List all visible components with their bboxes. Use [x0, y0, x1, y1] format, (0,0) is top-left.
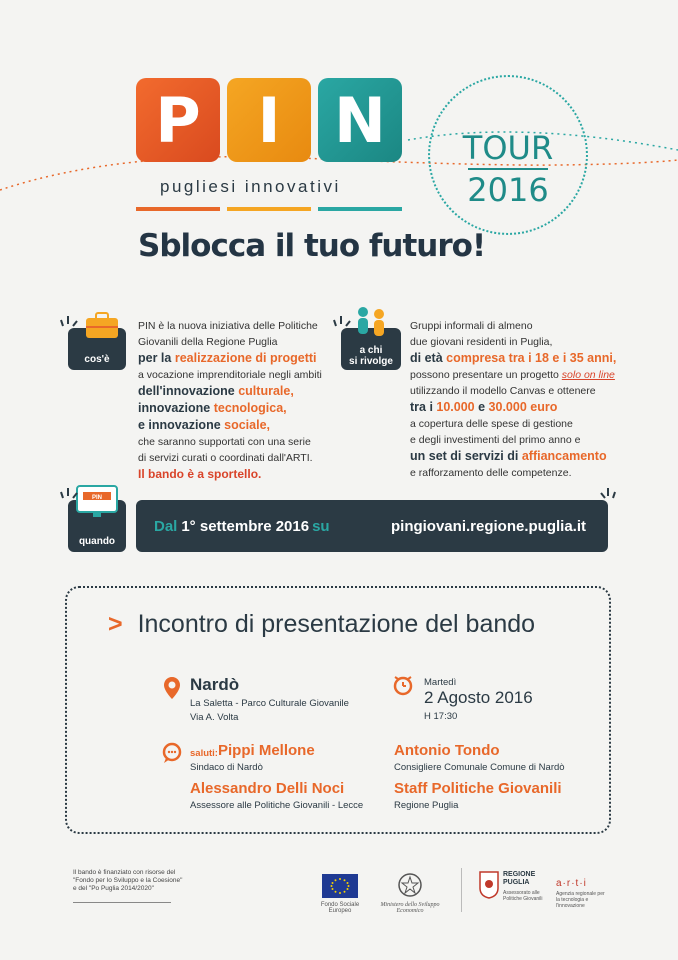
logo-bar-orange — [136, 207, 220, 211]
event-time: H 17:30 — [424, 711, 458, 722]
logo-tagline: pugliesi innovativi — [160, 177, 341, 196]
quando-icon-box — [68, 495, 126, 552]
tour-year: 2016 — [467, 171, 549, 209]
arti-caption: Agenzia regionale per la tecnologia e l'innovazione — [556, 891, 605, 909]
event-day: Martedì — [424, 677, 457, 688]
quando-url[interactable]: pingiovani.regione.puglia.it — [390, 517, 586, 535]
alarm-clock-icon — [392, 674, 414, 696]
spark-icon — [60, 484, 80, 500]
achi-l3: di età compresa tra i 18 e i 35 anni, — [410, 351, 617, 365]
achi-text — [410, 318, 640, 481]
tour-label — [428, 130, 588, 208]
eu-flag-logo — [322, 874, 358, 898]
achi-l10: e rafforzamento delle competenze. — [410, 467, 572, 479]
event-city: Nardò — [190, 675, 240, 694]
event-title-text: Incontro di presentazione del bando — [137, 610, 536, 638]
footer-logo-divider — [461, 868, 462, 912]
spark-icon — [598, 484, 618, 500]
speech-bubble-icon — [161, 742, 183, 764]
regione-name: REGIONE PUGLIA — [503, 871, 536, 886]
briefcase-icon — [82, 310, 122, 340]
logo-bar-amber — [227, 207, 311, 211]
headline: Sblocca il tuo futuro! — [138, 228, 486, 264]
spark-icon — [333, 312, 353, 328]
regione-puglia-crest-icon — [478, 870, 500, 900]
logo-tile-p: P — [136, 78, 220, 162]
people-icon — [353, 306, 393, 340]
speaker-name: Pippi Mellone — [218, 742, 315, 759]
svg-text:PIN: PIN — [91, 495, 103, 501]
logo-bar-teal — [318, 207, 402, 211]
event-title — [108, 610, 535, 639]
achi-l5: utilizzando il modello Canvas e ottenere — [410, 385, 596, 397]
eu-stars-icon — [322, 874, 358, 898]
cose-l6: innovazione tecnologica, — [138, 401, 287, 415]
cose-l3: per la realizzazione di progetti — [138, 351, 317, 365]
achi-l1: Gruppi informali di almeno — [410, 320, 533, 332]
arti-logo: a·r·t·i — [556, 878, 587, 889]
achi-label: a chi si rivolge — [349, 345, 393, 367]
cose-icon-box — [68, 328, 126, 370]
speaker-name: Alessandro Delli Noci — [190, 780, 345, 797]
cose-l9: di servizi curati o coordinati dall'ARTI. — [138, 452, 313, 464]
cose-l7: e innovazione sociale, — [138, 418, 271, 432]
event-date: 2 Agosto 2016 — [424, 688, 533, 707]
footer-divider — [73, 902, 171, 903]
cose-l10: Il bando è a sportello. — [138, 467, 262, 481]
achi-l6: tra i 10.000 e 30.000 euro — [410, 400, 558, 414]
cose-l2: Giovanili della Regione Puglia — [138, 336, 278, 348]
cose-l5: dell'innovazione culturale, — [138, 384, 294, 398]
achi-l4: possono presentare un progetto solo on line — [410, 369, 615, 381]
speaker-name: Antonio Tondo — [394, 742, 500, 759]
quando-label: quando — [78, 536, 116, 547]
speaker-role: Sindaco di Nardò — [190, 762, 263, 773]
speaker-name: Staff Politiche Giovanili — [394, 780, 562, 797]
footer-funding-note: Il bando è finanziato con risorse del "Fondo per lo Sviluppo e la Coesione" e del "Po Puglia 2014/2020" — [73, 869, 183, 892]
quando-su: su — [312, 517, 330, 535]
eu-caption: Fondo Sociale Europeo — [320, 902, 360, 914]
spark-icon — [60, 312, 80, 328]
logo-tile-i: I — [227, 78, 311, 162]
speaker-role: Assessore alle Politiche Giovanili - Lecce — [190, 800, 364, 811]
quando-bar — [136, 500, 608, 552]
cose-label: cos'è — [84, 354, 110, 365]
speaker-role: Regione Puglia — [394, 800, 459, 811]
location-pin-icon — [163, 676, 181, 700]
logo-tile-n: N — [318, 78, 402, 162]
event-street: Via A. Volta — [190, 712, 239, 723]
achi-l9: un set di servizi di affiancamento — [410, 449, 607, 463]
quando-date: 1° settembre 2016 — [181, 517, 310, 535]
cose-text — [138, 318, 338, 482]
monitor-icon — [75, 484, 119, 520]
event-venue: La Saletta - Parco Culturale Giovanile — [190, 698, 349, 709]
chevron-right-icon: > — [108, 610, 123, 638]
tour-divider — [468, 168, 548, 170]
saluti-label: saluti: — [190, 748, 218, 759]
italian-emblem-icon — [397, 872, 423, 898]
cose-l1: PIN è la nuova iniziativa delle Politiche — [138, 320, 318, 332]
achi-l8: e degli investimenti del primo anno e — [410, 434, 581, 446]
cose-l4: a vocazione imprenditoriale negli ambiti — [138, 369, 322, 381]
speaker-role: Consigliere Comunale Comune di Nardò — [394, 762, 565, 773]
ministero-caption: Ministero dello Sviluppo Economico — [380, 902, 440, 914]
achi-l2: due giovani residenti in Puglia, — [410, 336, 553, 348]
achi-l7: a copertura delle spese di gestione — [410, 418, 573, 430]
achi-icon-box — [341, 328, 401, 370]
tour-line1: TOUR — [462, 129, 554, 167]
cose-l8: che saranno supportati con una serie — [138, 436, 311, 448]
quando-dal: Dal — [154, 517, 178, 535]
regione-caption: Assessorato alle Politiche Giovanili — [503, 890, 543, 902]
